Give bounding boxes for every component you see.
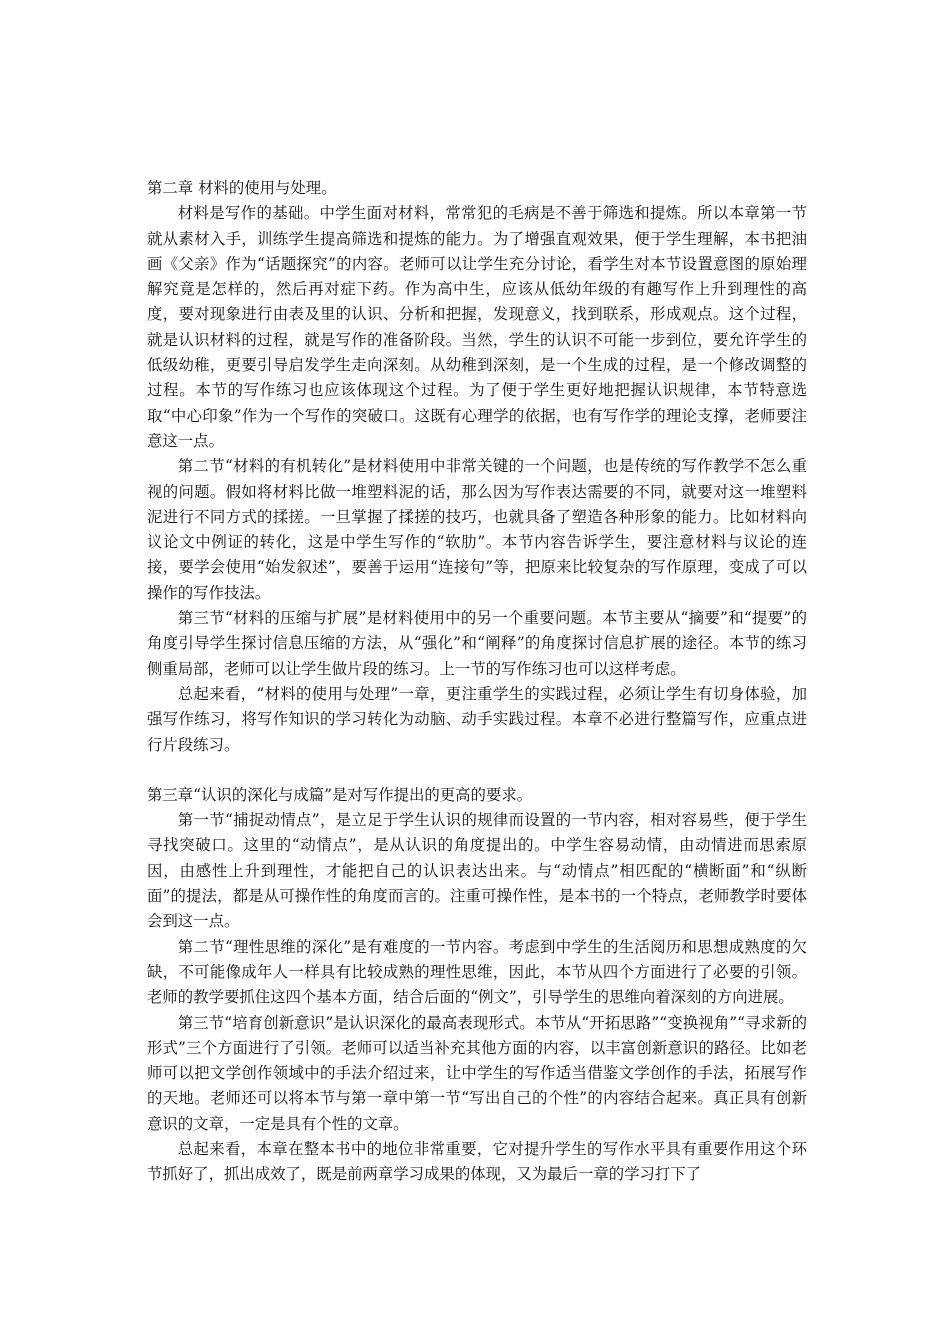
chapter-3-paragraph-3: 第三节“培育创新意识”是认识深化的最高表现形式。本节从“开拓思路”“变换视角”“寻求新的形式”三个方面进行了引领。老师可以适当补充其他方面的内容，以丰富创新意识的路径。比如老师可以把文学创作领域中的手法介绍过来，让中学生的写作适当借鉴文学创作的手法，拓展写作的天地。老师还可以将本节与第一章中第一节“写出自己的个性”的内容结合起来。真正具有创新意识的文章，一定是具有个性的文章。 bbox=[147, 1013, 807, 1133]
chapter-3-paragraph-2: 第二节“理性思维的深化”是有难度的一节内容。考虑到中学生的生活阅历和思想成熟度的欠缺，不可能像成年人一样具有比较成熟的理性思维，因此，本节从四个方面进行了必要的引领。老师的教学要抓住这四个基本方面，结合后面的“例文”，引导学生的思维向着深刻的方向进展。 bbox=[147, 937, 807, 1007]
chapter-3-section bbox=[147, 783, 807, 1188]
chapter-2-paragraph-4: 总起来看，“材料的使用与处理”一章，更注重学生的实践过程，必须让学生有切身体验，加强写作练习，将写作知识的学习转化为动脑、动手实践过程。本章不必进行整篇写作，应重点进行片段练习。 bbox=[147, 684, 807, 754]
chapter-2-section bbox=[147, 176, 807, 758]
chapter-3-heading: 第三章“认识的深化与成篇”是对写作提出的更高的要求。 bbox=[147, 785, 533, 804]
chapter-3-paragraph-1: 第一节“捕捉动情点”，是立足于学生认识的规律而设置的一节内容，相对容易些，便于学生寻找突破口。这里的“动情点”，是从认识的角度提出的。中学生容易动情，由动情进而思索原因，由感性上升到理性，才能把自己的认识表达出来。与“动情点”相匹配的“横断面”和“纵断面”的提法，都是从可操作性的角度而言的。注重可操作性，是本书的一个特点，老师教学时要体会到这一点。 bbox=[147, 811, 807, 931]
chapter-2-paragraph-1: 材料是写作的基础。中学生面对材料，常常犯的毛病是不善于筛选和提炼。所以本章第一节就从素材入手，训练学生提高筛选和提炼的能力。为了增强直观效果，便于学生理解，本书把油画《父亲》作为“话题探究”的内容。老师可以让学生充分讨论，看学生对本节设置意图的原始理解究竟是怎样的，然后再对症下药。作为高中生，应该从低幼年级的有趣写作上升到理性的高度，要对现象进行由表及里的认识、分析和把握，发现意义，找到联系，形成观点。这个过程，就是认识材料的过程，就是写作的准备阶段。当然，学生的认识不可能一步到位，要允许学生的低级幼稚，更要引导启发学生走向深刻。从幼稚到深刻，是一个生成的过程，是一个修改调整的过程。本节的写作练习也应该体现这个过程。为了便于学生更好地把握认识规律，本节特意选取“中心印象”作为一个写作的突破口。这既有心理学的依据，也有写作学的理论支撑，老师要注意这一点。 bbox=[147, 204, 807, 450]
document-page bbox=[147, 176, 807, 1188]
chapter-3-paragraph-4: 总起来看，本章在整本书中的地位非常重要，它对提升学生的写作水平具有重要作用这个环节抓好了，抓出成效了，既是前两章学习成果的体现，又为最后一章的学习打下了 bbox=[147, 1139, 807, 1184]
chapter-2-heading: 第二章 材料的使用与处理。 bbox=[147, 179, 337, 197]
chapter-2-paragraph-3: 第三节“材料的压缩与扩展”是材料使用中的另一个重要问题。本节主要从“摘要”和“提要”的角度引导学生探讨信息压缩的方法，从“强化”和“阐释”的角度探讨信息扩展的途径。本节的练习侧重局部，老师可以让学生做片段的练习。上一节的写作练习也可以这样考虑。 bbox=[147, 609, 807, 678]
chapter-2-paragraph-2: 第二节“材料的有机转化”是材料使用中非常关键的一个问题，也是传统的写作教学不怎么重视的问题。假如将材料比做一堆塑料泥的话，那么因为写作表达需要的不同，就要对这一堆塑料泥进行不同方式的揉搓。一旦掌握了揉搓的技巧，也就具备了塑造各种形象的能力。比如材料向议论文中例证的转化，这是中学生写作的“软肋”。本节内容告诉学生，要注意材料与议论的连接，要学会使用“始发叙述”，要善于运用“连接句”等，把原来比较复杂的写作原理，变成了可以操作的写作技法。 bbox=[147, 457, 807, 602]
